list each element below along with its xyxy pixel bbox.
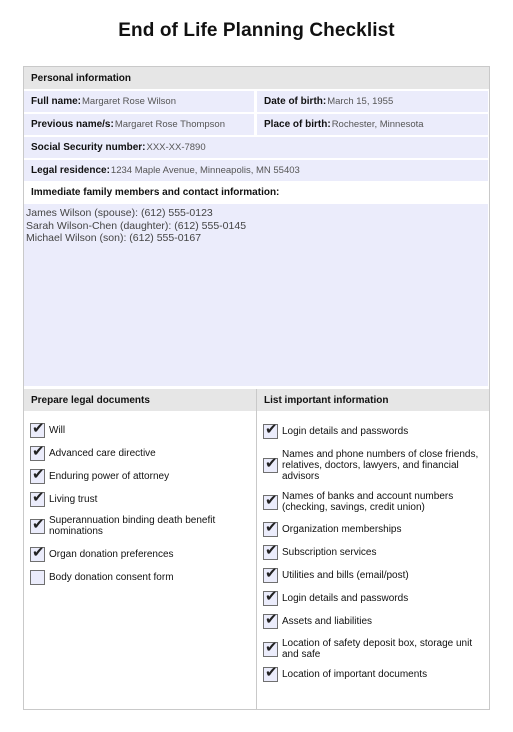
checkbox[interactable] [263,421,278,439]
checkmark-icon: ✔ [265,542,278,559]
info-item[interactable]: ✔ Organization memberships [265,519,402,536]
info-item[interactable]: ✔ Names of banks and account numbers (checking, savings, credit union) [265,491,454,513]
info-item[interactable]: ✔ Location of important documents [265,664,428,681]
info-item[interactable]: ✔ Utilities and bills (email/post) [265,565,409,582]
checkbox[interactable] [263,588,278,606]
full-name-field[interactable] [24,91,254,112]
checkmark-icon: ✔ [32,544,45,561]
info-item[interactable]: ✔ Assets and liabilities [265,611,373,628]
checkmark-icon: ✔ [265,421,278,438]
checkmark-icon: ✔ [265,491,278,509]
checkmark-icon: ✔ [265,664,278,681]
legal-item[interactable]: ✔ Superannuation binding death benefit nominations [32,515,216,537]
ssn-label: Social Security number: [31,142,146,153]
place-of-birth-field[interactable] [257,114,488,135]
place-of-birth-value: Rochester, Minnesota [331,119,424,130]
full-name-value: Margaret Rose Wilson [82,96,176,107]
checkmark-icon: ✔ [265,519,278,536]
checkmark-icon: ✔ [32,420,45,437]
previous-names-label: Previous name/s: [31,119,114,130]
checkmark-icon: ✔ [32,515,45,533]
info-item[interactable]: ✔ Names and phone numbers of close friends, relatives, doctors, lawyers, and financial advisors [265,449,479,482]
personal-info-header: Personal information [24,67,489,89]
checkbox[interactable] [263,542,278,560]
info-item[interactable]: ✔ Login details and passwords [265,588,409,605]
checkmark-icon: ✔ [265,611,278,628]
legal-item[interactable]: Body donation consent form [30,570,250,585]
checkbox[interactable] [30,570,45,585]
legal-item[interactable]: ✔ Organ donation preferences [32,544,174,561]
legal-residence-label: Legal residence: [31,165,110,176]
checkbox[interactable] [263,565,278,583]
legal-residence-field[interactable] [24,160,488,181]
date-of-birth-label: Date of birth: [264,96,327,107]
checkbox[interactable] [263,455,278,473]
checkbox[interactable] [263,491,278,510]
checkmark-icon: ✔ [32,466,45,483]
ssn-value: XXX-XX-7890 [146,142,206,153]
info-item[interactable]: ✔ Login details and passwords [265,421,409,438]
family-contact-line: Michael Wilson (son): (612) 555-0167 [26,232,202,244]
previous-names-field[interactable] [24,114,254,135]
family-label: Immediate family members and contact information: [31,187,280,198]
checkbox[interactable] [30,443,45,461]
checklist-form [23,66,490,710]
checkmark-icon: ✔ [265,588,278,605]
checkbox[interactable] [263,611,278,629]
family-contact-line: James Wilson (spouse): (612) 555-0123 [26,207,213,219]
page-title: End of Life Planning Checklist [118,20,395,41]
checkbox[interactable] [263,664,278,682]
legal-item[interactable]: ✔ Living trust [32,489,98,506]
checkmark-icon: ✔ [265,565,278,582]
place-of-birth-label: Place of birth: [264,119,331,130]
checkbox[interactable] [263,638,278,657]
checkmark-icon: ✔ [265,638,278,656]
legal-item[interactable]: ✔ Will [32,420,66,437]
legal-item[interactable]: ✔ Enduring power of attorney [32,466,170,483]
date-of-birth-value: March 15, 1955 [327,96,394,107]
full-name-label: Full name: [31,96,82,107]
checkbox[interactable] [30,420,45,438]
legal-documents-header: Prepare legal documents [24,389,256,411]
important-info-header: List important information [257,389,489,411]
family-label-row [24,182,488,203]
family-contacts-textarea[interactable] [24,204,488,386]
legal-residence-value: 1234 Maple Avenue, Minneapolis, MN 55403 [110,165,300,176]
checkbox[interactable] [30,515,45,534]
checkmark-icon: ✔ [32,443,45,460]
checkmark-icon: ✔ [32,489,45,506]
ssn-field[interactable] [24,137,488,158]
previous-names-value: Margaret Rose Thompson [114,119,225,130]
info-item[interactable]: ✔ Subscription services [265,542,377,559]
column-divider [256,389,257,709]
info-item[interactable]: ✔ Location of safety deposit box, storage unit and safe [265,638,473,660]
family-contact-line: Sarah Wilson-Chen (daughter): (612) 555-0145 [26,219,247,232]
checkmark-icon: ✔ [265,455,278,472]
checkbox[interactable] [30,544,45,562]
legal-item[interactable]: ✔ Advanced care directive [32,443,156,460]
checkbox[interactable] [30,466,45,484]
checkbox[interactable] [263,519,278,537]
checkbox[interactable] [30,489,45,507]
date-of-birth-field[interactable] [257,91,488,112]
